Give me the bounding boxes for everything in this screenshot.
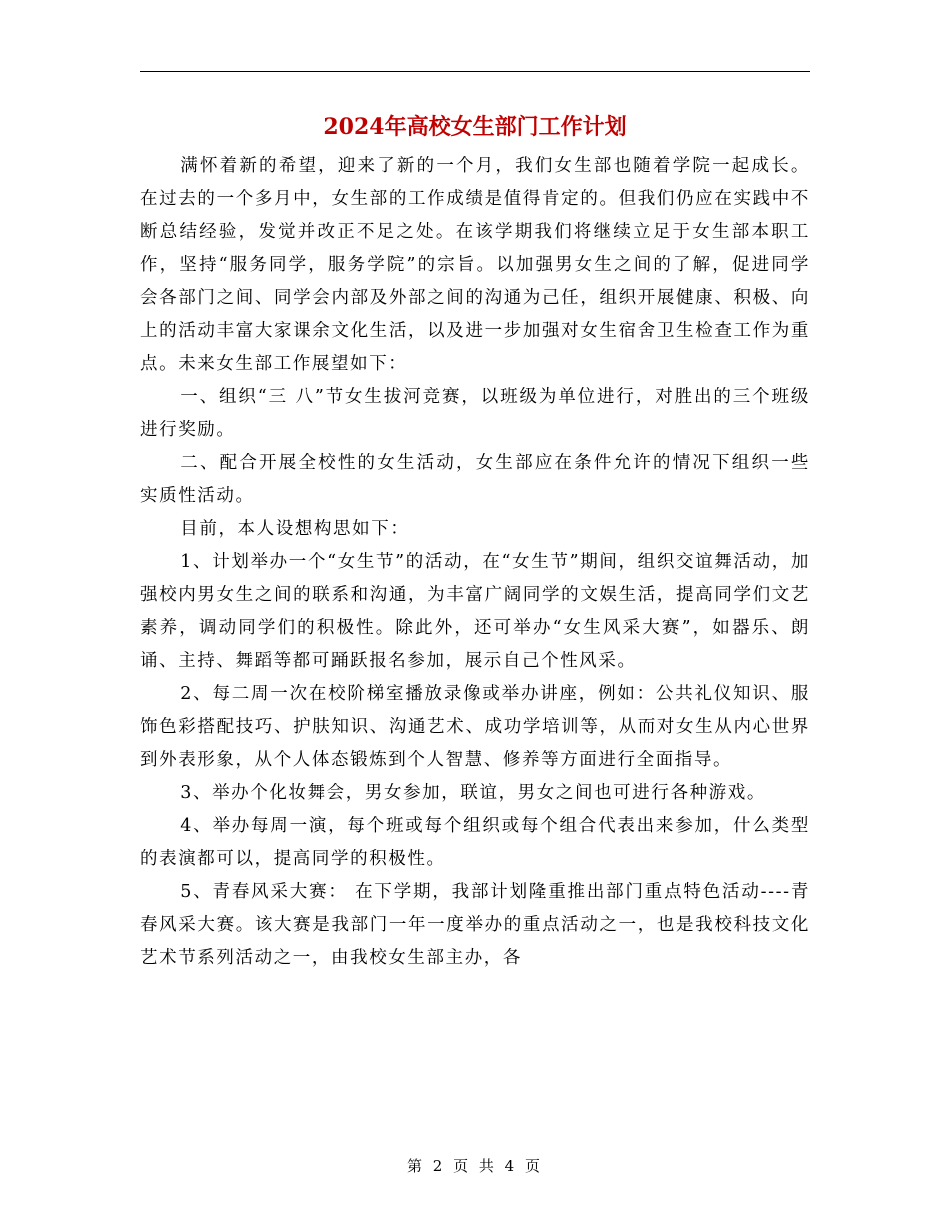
header-rule (140, 71, 810, 72)
paragraph-plan-4: 4、举办每周一演，每个班或每个组织或每个组合代表出来参加，什么类型的表演都可以，提高同学的积极性。 (140, 816, 810, 869)
paragraph-intro: 满怀着新的希望，迎来了新的一个月，我们女生部也随着学院一起成长。在过去的一个多月中，女生部的工作成绩是值得肯定的。但我们仍应在实践中不断总结经验，发觉并改正不足之处。在该学期我们将继续立足于女生部本职工作，坚持“服务同学，服务学院”的宗旨。以加强男女生之间的了解，促进同学会各部门之间、同学会内部及外部之间的沟通为己任，组织开展健康、积极、向上的活动丰富大家课余文化生活，以及进一步加强对女生宿舍卫生检查工作为重点。未来女生部工作展望如下： (140, 156, 810, 374)
paragraph-plan-intro: 目前，本人设想构思如下： (180, 519, 410, 539)
paragraph-item-2: 二、配合开展全校性的女生活动，女生部应在条件允许的情况下组织一些实质性活动。 (140, 453, 810, 506)
paragraph-plan-1: 1、计划举办一个“女生节”的活动，在“女生节”期间，组织交谊舞活动，加强校内男女生之间的联系和沟通，为丰富广阔同学的文娱生活，提高同学们文艺素养，调动同学们的积极性。除此外，还可举办“女生风采大赛”，如器乐、朗诵、主持、舞蹈等都可踊跃报名参加，展示自己个性风采。 (140, 552, 810, 671)
page-number: 第 2 页 共 4 页 (407, 1157, 543, 1175)
document-title: 2024年高校女生部门工作计划 (323, 114, 627, 140)
paragraph-plan-5: 5、青春风采大赛： 在下学期，我部计划隆重推出部门重点特色活动----青春风采大赛。该大赛是我部门一年一度举办的重点活动之一，也是我校科技文化艺术节系列活动之一，由我校女生部主办，各 (140, 882, 810, 968)
document-body (140, 150, 810, 975)
paragraph-plan-3: 3、举办个化妆舞会，男女参加，联谊，男女之间也可进行各种游戏。 (180, 783, 766, 803)
paragraph-item-1: 一、组织“三 八”节女生拔河竞赛，以班级为单位进行，对胜出的三个班级进行奖励。 (140, 387, 810, 440)
paragraph-plan-2: 2、每二周一次在校阶梯室播放录像或举办讲座，例如：公共礼仪知识、服饰色彩搭配技巧、护肤知识、沟通艺术、成功学培训等，从而对女生从内心世界到外表形象，从个人体态锻炼到个人智慧、修养等方面进行全面指导。 (140, 684, 810, 770)
